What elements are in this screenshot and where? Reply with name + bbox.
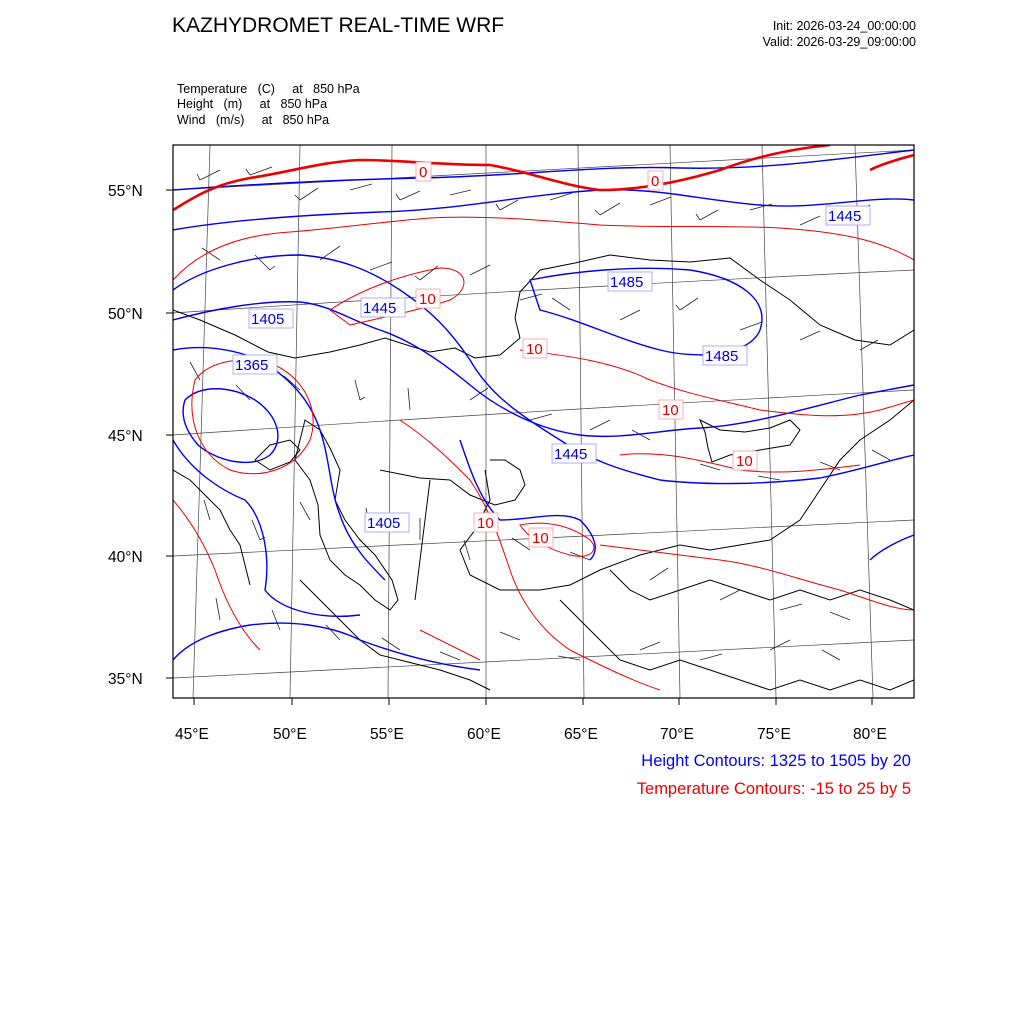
temperature-contours	[173, 145, 914, 690]
temperature-label: 10	[477, 515, 494, 532]
temperature-label: 10	[419, 291, 436, 308]
temperature-label: 0	[651, 173, 660, 190]
height-label: 1405	[251, 311, 285, 328]
variable-wind: Wind (m/s) at 850 hPa	[177, 113, 330, 127]
temperature-label: 10	[526, 341, 543, 358]
lon-label-65: 65°E	[564, 726, 598, 743]
temperature-contour-legend: Temperature Contours: -15 to 25 by 5	[636, 780, 911, 798]
lat-label-40: 40°N	[108, 549, 143, 566]
height-contour-labels	[233, 206, 870, 532]
longitude-axis	[194, 698, 872, 705]
height-label: 1445	[828, 208, 862, 225]
lat-label-35: 35°N	[108, 671, 143, 688]
variable-height: Height (m) at 850 hPa	[177, 97, 328, 111]
map-title: KAZHYDROMET REAL-TIME WRF	[172, 14, 505, 37]
height-contours	[173, 150, 914, 670]
lon-label-60: 60°E	[467, 726, 501, 743]
init-time: Init: 2026-03-24_00:00:00	[772, 19, 916, 33]
lon-label-80: 80°E	[853, 726, 887, 743]
graticule	[173, 145, 914, 698]
height-label: 1445	[363, 300, 397, 317]
height-label: 1445	[554, 446, 588, 463]
height-label: 1405	[367, 515, 401, 532]
lon-label-70: 70°E	[660, 726, 694, 743]
temperature-label: 0	[419, 164, 428, 181]
temperature-label: 10	[736, 453, 753, 470]
lon-label-55: 55°E	[370, 726, 404, 743]
temperature-label: 10	[532, 530, 549, 547]
latitude-axis	[166, 190, 173, 678]
lat-label-50: 50°N	[108, 306, 143, 323]
lat-label-45: 45°N	[108, 428, 143, 445]
height-label: 1485	[610, 274, 644, 291]
lat-label-55: 55°N	[108, 183, 143, 200]
lon-label-75: 75°E	[757, 726, 791, 743]
temperature-label: 10	[662, 402, 679, 419]
lon-label-50: 50°E	[273, 726, 307, 743]
variable-temperature: Temperature (C) at 850 hPa	[177, 82, 360, 96]
map-frame	[173, 145, 914, 698]
height-label: 1485	[705, 348, 739, 365]
height-contour-legend: Height Contours: 1325 to 1505 by 20	[641, 752, 911, 770]
lon-label-45: 45°E	[175, 726, 209, 743]
height-label: 1365	[235, 357, 269, 374]
valid-time: Valid: 2026-03-29_09:00:00	[762, 35, 916, 49]
